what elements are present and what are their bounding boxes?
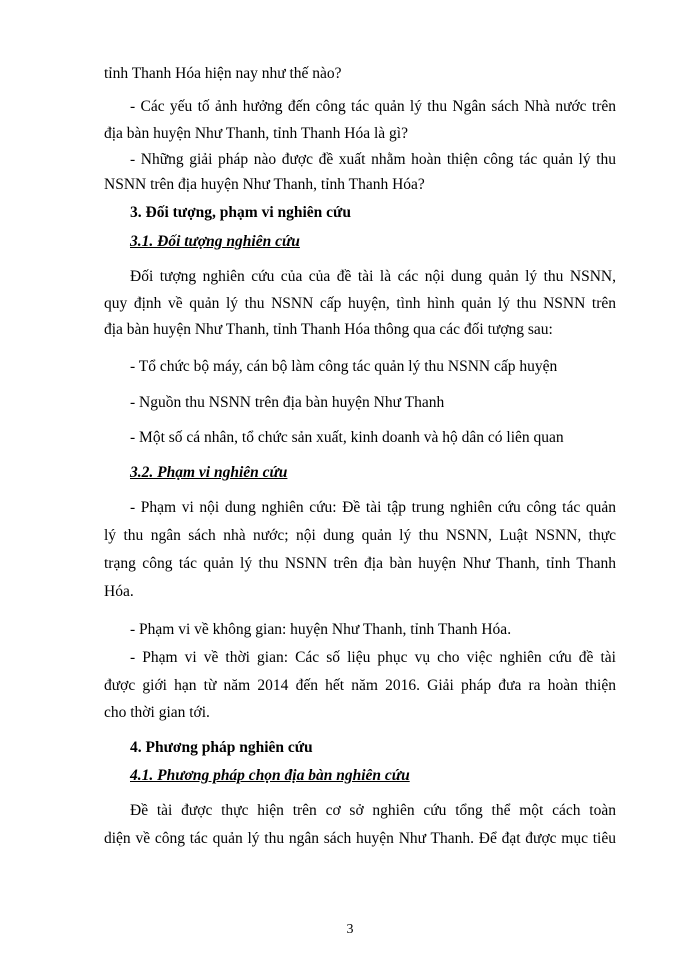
text-line: - Phạm vi về thời gian: Các số liệu phục vụ cho việc nghiên cứu đề tài: [130, 649, 616, 666]
text-line: tỉnh Thanh Hóa hiện nay như thế nào?: [104, 65, 342, 82]
text-line: lý thu ngân sách nhà nước; nội dung quản lý thu NSNN, Luật NSNN, thực: [104, 527, 616, 544]
text-line: cho thời gian tới.: [104, 704, 210, 721]
subsection-heading: 4.1. Phương pháp chọn địa bàn nghiên cứu: [130, 767, 410, 784]
subsection-heading: 3.2. Phạm vi nghiên cứu: [130, 464, 288, 481]
section-heading: 4. Phương pháp nghiên cứu: [130, 739, 313, 756]
text-line: - Phạm vi nội dung nghiên cứu: Đề tài tập trung nghiên cứu công tác quản: [130, 499, 616, 516]
list-item: - Nguồn thu NSNN trên địa bàn huyện Như Thanh: [130, 394, 445, 411]
text-line: - Những giải pháp nào được đề xuất nhằm hoàn thiện công tác quản lý thu: [130, 151, 616, 168]
text-line: Hóa.: [104, 583, 134, 600]
text-line: Đối tượng nghiên cứu của của đề tài là các nội dung quản lý thu NSNN,: [130, 268, 616, 285]
text-line: trạng công tác quản lý thu NSNN trên địa bàn huyện Như Thanh, tỉnh Thanh: [104, 555, 616, 572]
page-number: 3: [346, 922, 354, 937]
text-line: được giới hạn từ năm 2014 đến hết năm 2016. Giải pháp đưa ra hoàn thiện: [104, 677, 616, 694]
list-item: - Một số cá nhân, tổ chức sản xuất, kinh doanh và hộ dân có liên quan: [130, 429, 564, 446]
text-line: địa bàn huyện Như Thanh, tỉnh Thanh Hóa thông qua các đối tượng sau:: [104, 321, 553, 338]
text-line: - Phạm vi về không gian: huyện Như Thanh, tỉnh Thanh Hóa.: [130, 621, 512, 638]
text-line: NSNN trên địa huyện Như Thanh, tỉnh Thanh Hóa?: [104, 176, 425, 193]
subsection-heading: 3.1. Đối tượng nghiên cứu: [130, 233, 300, 250]
text-line: diện về công tác quản lý thu ngân sách huyện Như Thanh. Để đạt được mục tiêu: [104, 830, 616, 847]
text-line: Đề tài được thực hiện trên cơ sở nghiên cứu tổng thể một cách toàn: [130, 802, 616, 819]
list-item: - Tổ chức bộ máy, cán bộ làm công tác quản lý thu NSNN cấp huyện: [130, 358, 558, 375]
text-line: địa bàn huyện Như Thanh, tỉnh Thanh Hóa là gì?: [104, 125, 408, 142]
text-line: quy định về quản lý thu NSNN cấp huyện, tình hình quản lý thu NSNN trên: [104, 295, 616, 312]
section-heading: 3. Đối tượng, phạm vi nghiên cứu: [130, 204, 351, 221]
text-line: - Các yếu tố ảnh hưởng đến công tác quản lý thu Ngân sách Nhà nước trên: [130, 98, 616, 115]
